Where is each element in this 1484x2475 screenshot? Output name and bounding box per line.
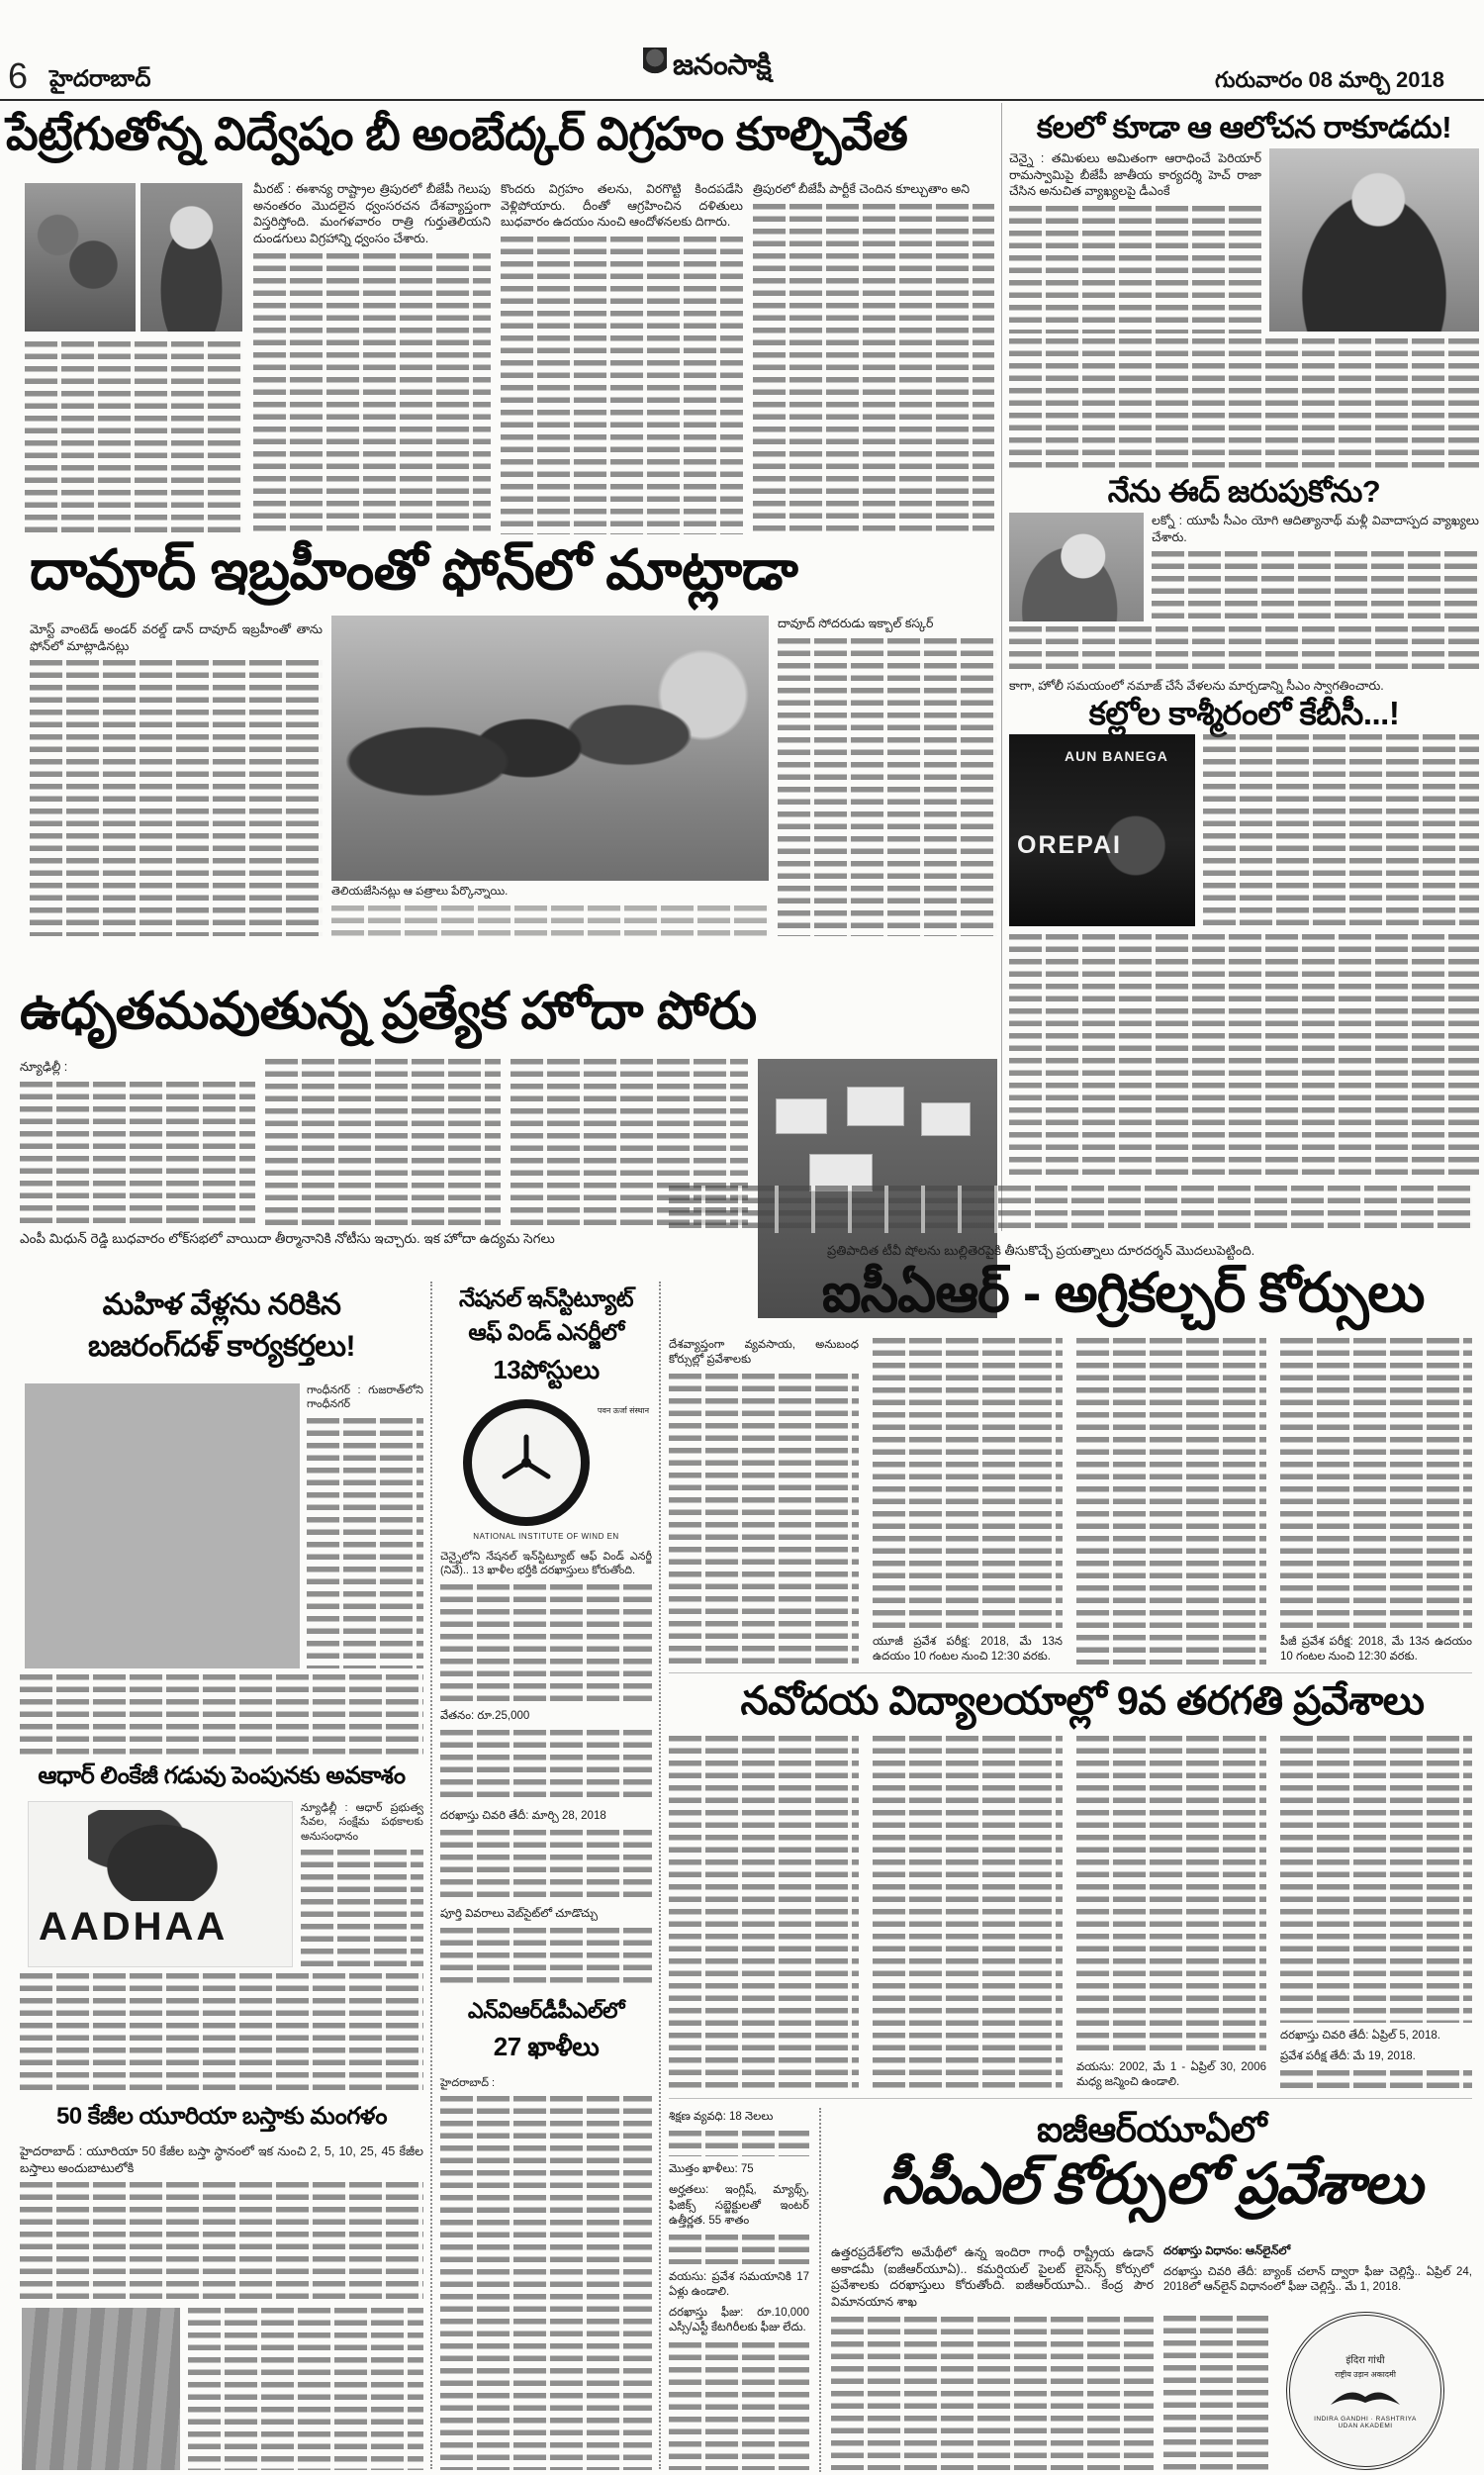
body-text-block	[20, 1082, 255, 1225]
body-text-block	[307, 1418, 423, 1668]
body-text-block	[1152, 551, 1479, 621]
icar-lead: దేశవ్యాప్తంగా వ్యవసాయ, అనుబంధ కోర్సుల్లో ప్రవేశాలకు	[669, 1339, 859, 1367]
ambedkar-headline: పేట్రేగుతోన్న విద్వేషం బీ అంబేద్కర్ విగ్రహం కూల్చివేత	[6, 108, 908, 159]
icar-col-4	[1280, 1338, 1472, 1665]
body-text-block	[331, 905, 769, 936]
edition-label: హైదరాబాద్	[49, 65, 151, 91]
body-text-block	[753, 204, 994, 534]
body-text-block	[440, 1830, 652, 1901]
photo-dawood-phone	[331, 616, 769, 881]
dawood-caption: తెలియజేసినట్లు ఆ పత్రాలు పేర్కొన్నాయి.	[331, 886, 509, 898]
body-text-block	[669, 2342, 809, 2470]
body-text-block	[1203, 734, 1479, 926]
body-text-block	[1009, 206, 1261, 333]
photo-mahila-hospital	[25, 1383, 300, 1668]
body-text-block	[1009, 934, 1479, 1182]
igrua-lead: ఉత్తరప్రదేశ్‌లోని అమేథీలో ఉన్న ఇందిరా గాంధీ రాష్ట్రీయ ఉడాన్ అకాడమీ (ఐజీఆర్‌యూఏ).. కమర్షియల్ పైలట్ లైసెన్స్ కోర్సులో ప్రవేశాలకు దరఖాస్తులు కోరుతోంది. ఐజీఆర్‌యూఏ.. కేంద్ర పౌర విమానయాన శాఖ	[831, 2245, 1154, 2309]
body-text-block	[1076, 1736, 1266, 2054]
hoda-headline: ఉధృతమవుతున్న ప్రత్యేక హోదా పోరు	[20, 983, 757, 1040]
dotted-divider	[430, 1282, 432, 2469]
protest-placard	[921, 1102, 971, 1136]
nvrdpl-headline-line2: 27 ఖాళీలు	[493, 2032, 600, 2061]
niwe-lead: చెన్నైలోని నేషనల్ ఇన్‌స్టిట్యూట్ ఆఫ్ విండ్ ఎనర్జీ (నివే).. 13 ఖాళీల భర్తీకి దరఖాస్తులు కోరుతోంది.	[440, 1551, 652, 1577]
icar-frag-ug: యూజీ ప్రవేశ పరీక్ష: 2018, మే 13న ఉదయం 10 గంటల నుంచి 12:30 వరకు.	[873, 1635, 1063, 1663]
dawood-col-left	[30, 621, 323, 936]
body-text-block	[873, 1736, 1063, 2090]
igrua-frag-fee: దరఖాస్తు ఫీజు: రూ.10,000 ఎస్సీ/ఎస్టీ కేటగిరీలకు ఫీజు లేదు.	[669, 2307, 809, 2334]
body-text-block	[669, 2131, 809, 2156]
nvrdpl-headline-line1: ఎన్‌విఆర్‌డీపీఎల్‌లో	[467, 1998, 625, 2023]
hoda-lead: న్యూఢిల్లీ :	[20, 1060, 68, 1074]
wings-icon	[1329, 2383, 1402, 2413]
igrua-headline-line2: సీపీఎల్ కోర్సులో ప్రవేశాలు	[881, 2152, 1423, 2216]
kbc-photo-text-2: OREPAI	[1017, 831, 1122, 859]
mahila-headline-line2: బజరంగ్‌దళ్ కార్యకర్తలు!	[88, 1330, 355, 1363]
body-text-block	[20, 2182, 423, 2302]
niwe-frag-website: పూర్తి వివరాలు వెబ్‌సైట్‌లో చూడొచ్చు	[440, 1907, 599, 1920]
body-text-block	[25, 341, 242, 534]
yogi-tail-line: కాగా, హోలీ సమయంలో నమాజ్ చేసే వేళలను మార్చడాన్ని సీఎం స్వాగతించారు.	[1009, 679, 1384, 693]
body-text-block	[1280, 1736, 1472, 2023]
navodaya-frag-age: వయసు: 2002, మే 1 - ఏప్రిల్ 30, 2006 మధ్య జన్మించి ఉండాలి.	[1076, 2060, 1266, 2088]
column-divider	[1001, 103, 1002, 1231]
mahila-lead: గాంధీనగర్ : గుజరాత్‌లోని గాంధీనగర్	[307, 1384, 423, 1411]
yogi-lead: లక్నో : యూపీ సీఎం యోగి ఆదిత్యానాథ్ మళ్లీ వివాదాస్పద వ్యాఖ్యలు చేశారు.	[1152, 514, 1479, 544]
body-text-block	[265, 1059, 501, 1225]
niwe-logo-text-en: NATIONAL INSTITUTE OF WIND EN	[473, 1532, 619, 1541]
body-text-block	[669, 1736, 859, 2090]
niwe-headline-line2: ఆఫ్ విండ్ ఎనర్జీలో	[468, 1319, 624, 1345]
igrua-logo-hindi-2: राष्ट्रीय उड़ान अकादमी	[1335, 2370, 1396, 2379]
body-text-block	[778, 638, 997, 936]
masthead-icon	[643, 48, 667, 77]
niwe-logo-text-hi: पवन ऊर्जा संस्थान	[597, 1406, 650, 1415]
protest-placard	[776, 1098, 827, 1134]
body-text-block	[301, 1850, 423, 1967]
body-text-block	[20, 1674, 423, 1758]
body-text-block	[501, 237, 743, 534]
niwe-frag-lastdate: దరఖాస్తు చివరి తేదీ: మార్చి 28, 2018	[440, 1809, 606, 1822]
icar-col-2	[873, 1338, 1063, 1665]
photo-kbc	[1009, 734, 1195, 926]
icar-headline: ఐసీఏఆర్ - అగ్రికల్చర్ కోర్సులు	[821, 1262, 1425, 1323]
niwe-body	[440, 1550, 652, 1989]
yogi-headline: నేను ఈద్ జరుపుకోను?	[1107, 474, 1381, 509]
photo-ambedkar-statue	[140, 183, 242, 332]
aadhaar-headline: ఆధార్ లింకేజీ గడువు పెంపునకు అవకాశం	[38, 1762, 406, 1789]
dd-line: ప్రతిపాదిత టీవీ షోలను బుల్లితెరపైకి తీసుకొచ్చే ప్రయత్నాలు దూరదర్శన్ మొదలుపెట్టింది.	[827, 1243, 1255, 1258]
body-text-block	[669, 2235, 809, 2264]
body-text-block	[831, 2317, 1154, 2471]
body-text-block	[669, 1374, 859, 1665]
dotted-divider	[659, 1282, 661, 2469]
body-text-block	[440, 1730, 652, 1803]
urea-body	[20, 2143, 423, 2302]
ambedkar-lead: మీరట్ : ఈశాన్య రాష్ట్రాల త్రిపురలో బీజేపీ గెలుపు అనంతరం మొదలైన ధ్వంసరచన దేశవ్యాప్తంగా విస్తరిస్తోంది. మంగళవారం రాత్రి గుర్తుతెలియని దుండగులు విగ్రహాన్ని ధ్వంసం చేశారు.	[253, 182, 491, 245]
stalin-headline: కలలో కూడా ఆ ఆలోచన రాకూడదు!	[1036, 110, 1452, 144]
igrua-col-0	[669, 2110, 809, 2470]
igrua-headline-line1: ఐజీఆర్‌యూఏలో	[1036, 2109, 1267, 2149]
dawood-col-right	[778, 616, 997, 936]
body-text-block	[188, 2308, 423, 2470]
kbc-headline: కల్లోల కాశ్మీరంలో కేబీసీ...!	[1088, 695, 1400, 731]
kbc-photo-text-1: AUN BANEGA	[1065, 748, 1168, 764]
igrua-col-a	[831, 2244, 1154, 2470]
aadhaar-logo	[28, 1801, 293, 1967]
dotted-divider	[819, 2108, 821, 2472]
dawood-lead-right: దావూద్ సోదరుడు ఇక్బాల్ కస్కర్	[778, 617, 934, 630]
photo-urea-money	[22, 2308, 180, 2470]
date-label: గురువారం 08 మార్చి 2018	[1215, 67, 1444, 92]
ambedkar-col-1	[253, 181, 491, 534]
body-text-block	[253, 253, 491, 535]
mahila-text-right	[307, 1383, 423, 1668]
ambedkar-col-2	[501, 181, 743, 534]
aadhaar-logo-text: AADHAA	[39, 1905, 229, 1949]
body-text-block	[873, 1338, 1063, 1629]
body-text-block	[30, 660, 323, 936]
dawood-caption-zone	[331, 885, 769, 936]
niwe-logo	[463, 1399, 590, 1526]
aadhaar-text-right	[301, 1801, 423, 1967]
body-text-block	[1280, 1338, 1472, 1629]
urea-headline: 50 కేజీల యూరియా బస్తాకు మంగళం	[55, 2103, 388, 2130]
navodaya-frag-lastdate: దరఖాస్తు చివరి తేదీ: ఏప్రిల్ 5, 2018.	[1280, 2029, 1440, 2042]
ambedkar-col2-text: కొందరు విగ్రహం తలను, విరగొట్టి కిందపడేసి వెళ్లిపోయారు. దీంతో ఆగ్రహించిన దళితులు బుధవారం ఉదయం నుంచి ఆందోళనలకు దిగారు.	[501, 182, 743, 230]
icar-col-1	[669, 1338, 859, 1665]
body-text-block	[440, 1928, 652, 1989]
ambedkar-col-3	[753, 181, 994, 534]
niwe-headline-line1: నేషనల్ ఇన్‌స్టిట్యూట్	[459, 1285, 633, 1311]
dawood-headline: దావూద్ ఇబ్రహీంతో ఫోన్‌లో మాట్లాడా	[30, 538, 798, 601]
body-text-block	[440, 1584, 652, 1703]
body-text-block	[440, 2096, 652, 2470]
igrua-frag-age: వయసు: ప్రవేశ సమయానికి 17 ఏళ్లు ఉండాలి.	[669, 2270, 809, 2299]
page-number: 6	[8, 55, 29, 96]
igrua-frag-duration: శిక్షణ వ్యవధి: 18 నెలలు	[669, 2111, 774, 2123]
header-divider	[0, 99, 1484, 101]
section-divider	[669, 2098, 1472, 2099]
masthead-title: జనంసాక్షి	[673, 49, 772, 81]
igrua-frag-eligibility: అర్హతలు: ఇంగ్లిష్, మ్యాథ్స్, ఫిజిక్స్ సబ్జెక్టులతో ఇంటర్ ఉత్తీర్ణత. 55 శాతం	[669, 2184, 809, 2227]
icar-frag-pg: పీజీ ప్రవేశ పరీక్ష: 2018, మే 13న ఉదయం 10 గంటల నుంచి 12:30 వరకు.	[1280, 1635, 1472, 1663]
nvrdpl-body	[440, 2076, 652, 2470]
aadhaar-sun-icon	[88, 1810, 236, 1901]
body-text-block	[20, 1973, 423, 2096]
niwe-frag-salary: వేతనం: రూ.25,000	[440, 1709, 530, 1722]
navodaya-col-4	[1280, 1736, 1472, 2090]
hoda-col-1	[20, 1059, 255, 1225]
igrua-lastdate: దరఖాస్తు చివరి తేదీ: బ్యాంక్ చలాన్ ద్వారా ఫీజు చెల్లిస్తే.. ఏప్రిల్ 24, 2018లో ఆన్‌లైన్ విధానంలో ఫీజు చెల్లిస్తే.. మే 1, 2018.	[1163, 2266, 1472, 2294]
navodaya-col-3	[1076, 1736, 1266, 2090]
stalin-lead: చెన్నై : తమిళులు అమితంగా ఆరాధించే పెరియార్ రామస్వామిపై బీజేపీ జాతీయ కార్యదర్శి హెచ్ రాజా చేసిన అనుచిత వ్యాఖ్యలపై డీఎంకే	[1009, 151, 1261, 199]
body-text-block	[669, 1186, 1472, 1233]
photo-stalin	[1269, 148, 1479, 332]
photo-ambedkar-protest	[25, 183, 136, 332]
wind-turbine-icon	[495, 1431, 558, 1494]
mahila-headline-line1: మహిళ వేళ్లను నరికిన	[102, 1288, 341, 1321]
body-text-block	[1009, 626, 1479, 676]
igrua-col-b	[1163, 2244, 1472, 2308]
urea-lead: హైదరాబాద్ : యూరియా 50 కేజీల బస్తా స్థానంలో ఇక నుంచి 2, 5, 10, 25, 45 కేజీల బస్తాలు అందుబాటులోకి	[20, 2144, 423, 2175]
body-text-block	[1009, 338, 1479, 471]
navodaya-headline: నవోదయ విద్యాలయాల్లో 9వ తరగతి ప్రవేశాలు	[740, 1679, 1425, 1723]
hoda-continuation: ఎంపీ మిధున్ రెడ్డి బుధవారం లోక్‌సభలో వాయిదా తీర్మానానికి నోటీసు ఇచ్చారు. ఇక హోదా ఉద్యమ సెగలు	[20, 1231, 555, 1246]
aadhaar-lead: న్యూఢిల్లీ : ఆధార్ ప్రభుత్వ సేవల, సంక్షేమ పథకాలకు అనుసంధానం	[301, 1802, 423, 1843]
niwe-headline-line3: 13పోస్టులు	[493, 1355, 600, 1384]
body-text-block	[1163, 2316, 1268, 2470]
igrua-apply-method: దరఖాస్తు విధానం: ఆన్‌లైన్‌లో	[1163, 2245, 1291, 2257]
protest-placard	[847, 1087, 904, 1126]
igrua-logo-hindi-1: इंदिरा गांधी	[1345, 2355, 1385, 2366]
ambedkar-col3-text: త్రిపురలో బీజేపీ పార్టీకే చెందిన కూల్చుతాం అని	[753, 182, 971, 196]
navodaya-frag-examdate: ప్రవేశ పరీక్ష తేదీ: మే 19, 2018.	[1280, 2049, 1416, 2062]
section-divider	[669, 1672, 1472, 1673]
photo-yogi	[1009, 513, 1144, 621]
nvrdpl-lead: హైదరాబాద్ :	[440, 2077, 496, 2089]
igrua-logo	[1286, 2312, 1444, 2470]
igrua-logo-arc-text: INDIRA GANDHI · RASHTRIYA UDAN AKADEMI	[1314, 2416, 1417, 2429]
yogi-text-right	[1152, 513, 1479, 621]
stalin-text-left	[1009, 150, 1261, 333]
body-text-block	[1280, 2070, 1472, 2090]
dawood-lead: మోస్ట్ వాంటెడ్ అండర్ వరల్డ్ డాన్ దావూద్ ఇబ్రహీంతో తాను ఫోన్‌లో మాట్లాడినట్లు	[30, 622, 323, 653]
igrua-frag-vacancies: మొత్తం ఖాళీలు: 75	[669, 2163, 754, 2176]
body-text-block	[1076, 1338, 1266, 1665]
